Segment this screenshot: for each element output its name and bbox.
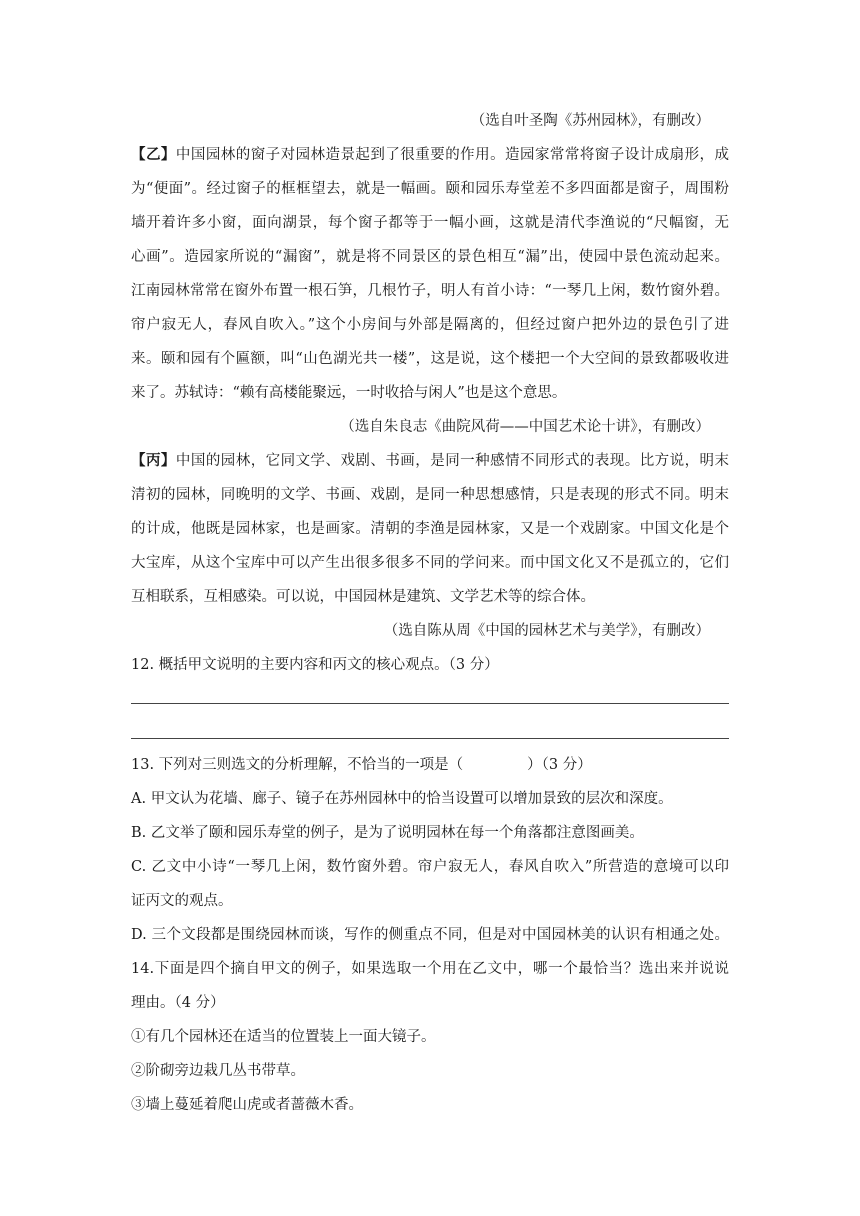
- passage-yi-line-7: 来。颐和园有个匾额，叫“山色湖光共一楼”，这是说，这个楼把一个大空间的景致都吸收进: [131, 351, 729, 367]
- question-14-item-3: ③墙上蔓延着爬山虎或者蔷薇木香。: [131, 1097, 363, 1113]
- passage-bing-line-3: 的计成，他既是园林家，也是画家。清朝的李渔是园林家，又是一个戏剧家。中国文化是个: [131, 521, 729, 537]
- question-13-stem-end: ）（3 分）: [527, 757, 592, 773]
- question-12: 12. 概括甲文说明的主要内容和丙文的核心观点。（3 分）: [131, 657, 499, 673]
- passage-yi-line-2: 为“便面”。经过窗子的框框望去，就是一幅画。颐和园乐寿堂差不多四面都是窗子，周围粉: [131, 181, 729, 197]
- passage-bing-line-2: 清初的园林，同晚明的文学、书画、戏剧，是同一种思想感情，只是表现的形式不同。明末: [131, 487, 729, 503]
- passage-yi-line-8: 来了。苏轼诗：“赖有高楼能聚远，一时收拾与闲人”也是这个意思。: [131, 385, 567, 401]
- question-13-stem: [131, 755, 592, 775]
- passage-yi-line-3: 墙开着许多小窗，面向湖景，每个窗子都等于一幅小画，这就是清代李渔说的“尺幅窗，无: [131, 215, 729, 231]
- question-13-option-a: A. 甲文认为花墙、廊子、镜子在苏州园林中的恰当设置可以增加景致的层次和深度。: [131, 791, 673, 807]
- passage-yi-line-4: 心画”。造园家所说的“漏窗”，就是将不同景区的景色相互“漏”出，使园中景色流动起来。: [131, 249, 729, 265]
- passage-yi-line-6: 帘户寂无人，春风自吹入。”这个小房间与外部是隔离的，但经过窗户把外边的景色引了进: [131, 317, 729, 333]
- question-13-stem-start: 13. 下列对三则选文的分析理解，不恰当的一项是（: [131, 757, 464, 773]
- passage-yi-line-5: 江南园林常常在窗外布置一根石笋，几根竹子，明人有首小诗：“一琴几上闲，数竹窗外碧。: [131, 283, 729, 299]
- source-yi: （选自朱良志《曲院风荷——中国艺术论十讲》，有删改）: [340, 419, 710, 435]
- passage-bing-line-4: 大宝库，从这个宝库中可以产生出很多很多不同的学问来。而中国文化又不是孤立的，它们: [131, 555, 729, 571]
- question-14-stem-line-1: 14.下面是四个摘自甲文的例子，如果选取一个用在乙文中，哪一个最恰当？选出来并说说: [131, 961, 729, 977]
- passage-bing-label: 【丙】: [131, 452, 176, 469]
- question-14-item-2: ②阶砌旁边栽几丛书带草。: [131, 1063, 305, 1079]
- answer-line-1[interactable]: [131, 703, 729, 704]
- question-13-option-d: D. 三个文段都是围绕园林而谈，写作的侧重点不同，但是对中国园林美的认识有相通之处。: [131, 927, 729, 943]
- passage-yi-text-1: 中国园林的窗子对园林造景起到了很重要的作用。造园家常常将窗子设计成扇形，成: [175, 147, 730, 163]
- passage-bing-text-1: 中国的园林，它同文学、戏剧、书画，是同一种感情不同形式的表现。比方说，明末: [175, 453, 730, 469]
- source-jia: （选自叶圣陶《苏州园林》，有删改）: [470, 113, 710, 129]
- passage-bing-line-5: 互相联系，互相感染。可以说，中国园林是建筑、文学艺术等的综合体。: [131, 589, 595, 605]
- question-13-option-c-line-1: C. 乙文中小诗“一琴几上闲，数竹窗外碧。帘户寂无人，春风自吹入”所营造的意境可以印: [131, 859, 729, 875]
- answer-line-2[interactable]: [131, 738, 729, 739]
- passage-yi-label: 【乙】: [131, 146, 176, 163]
- passage-bing-line-1: [131, 451, 729, 471]
- question-13-option-b: B. 乙文举了颐和园乐寿堂的例子，是为了说明园林在每一个角落都注意图画美。: [131, 825, 644, 841]
- question-13-option-c-line-2: 证丙文的观点。: [131, 893, 233, 909]
- question-14-stem-line-2: 理由。（4 分）: [131, 995, 225, 1011]
- source-bing: （选自陈从周《中国的园林艺术与美学》，有删改）: [383, 623, 710, 639]
- question-14-item-1: ①有几个园林还在适当的位置装上一面大镜子。: [131, 1029, 436, 1045]
- passage-yi-line-1: [131, 145, 729, 165]
